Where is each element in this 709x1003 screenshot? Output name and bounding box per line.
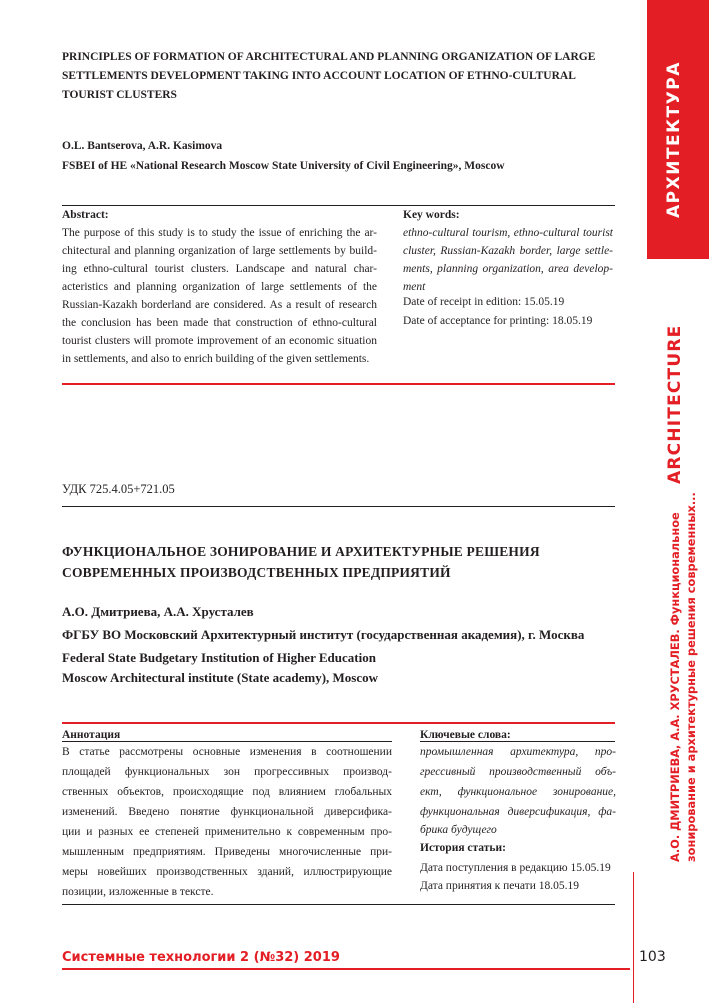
english-abstract: [62, 224, 377, 368]
english-abstract-line: ing ethno-cultural tourist clusters. Landscape and natural char-: [62, 263, 377, 275]
english-abstract-heading: Abstract:: [62, 209, 109, 221]
english-abstract-line: chitectural and planning organization of large settlements by build-: [62, 245, 377, 257]
history-heading: История статьи:: [420, 842, 506, 854]
english-keywords-line: cluster, Russian-Kazakh border, large settle-: [403, 245, 613, 257]
keywords-line-ru: брика будущего: [420, 824, 497, 836]
english-abstract-line: in settlements, and also to enrich building of the given settlements.: [62, 353, 370, 365]
page-number-divider: [633, 872, 634, 1003]
article-authors: А.О. Дмитриева, А.А. Хрусталев: [62, 604, 254, 619]
udk-rule: [62, 506, 615, 507]
annotation-bottom-rule: [62, 904, 615, 905]
keywords-heading-rule: [420, 741, 615, 742]
keywords-line-ru: функциональная диверсификация, фа-: [420, 806, 616, 818]
annotation-line: ции и разных ее степеней применительно к современным про-: [62, 826, 392, 838]
annotation-line: площадей функциональных зон прогрессивных производ-: [62, 766, 392, 778]
english-info-bottom-rule: [62, 383, 615, 385]
date-receipt-ru: Дата поступления в редакцию 15.05.19: [420, 862, 611, 874]
annotation-heading-rule: [62, 741, 392, 742]
annotation-line: меры новейших производственных зданий, иллюстрирующие: [62, 866, 392, 878]
annotation-line: позиции, изложенные в тексте.: [62, 886, 214, 898]
section-label-en: ARCHITECTURE: [665, 324, 685, 484]
english-keywords: [403, 224, 613, 296]
english-title-line: SETTLEMENTS DEVELOPMENT TAKING INTO ACCOUNT LOCATION OF ETHNO-CULTURAL: [62, 70, 576, 82]
english-abstract-line: acteristics and planning organization of large settlements of the: [62, 281, 377, 293]
footer-rule: [62, 968, 630, 970]
english-info-top-rule: [62, 205, 615, 206]
english-keywords-line: ment: [403, 281, 426, 293]
running-title-line-2: зонирование и архитектурные решения современных...: [684, 492, 698, 862]
english-date-receipt: Date of receipt in edition: 15.05.19: [403, 296, 565, 308]
annotation-line: изменений. Введено понятие функциональной диверсифика-: [62, 806, 392, 818]
keywords-line-ru: промышленная архитектура, про-: [420, 746, 616, 758]
article-title: [62, 541, 622, 583]
affiliation-en-line-2: Moscow Architectural institute (State academy), Moscow: [62, 670, 379, 685]
keywords-line-ru: ект, функциональное зонирование,: [420, 786, 616, 798]
english-abstract-line: The purpose of this study is to study the issue of enriching the ar-: [62, 227, 377, 239]
english-keywords-line: ments, planning organization, area develop-: [403, 263, 613, 275]
date-acceptance-ru: Дата принятия к печати 18.05.19: [420, 880, 579, 892]
english-affiliation: FSBEI of HE «National Research Moscow State University of Civil Engineering», Moscow: [62, 160, 505, 172]
udk-code: УДК 725.4.05+721.05: [62, 482, 175, 496]
keywords-heading-ru: Ключевые слова:: [420, 729, 511, 741]
page-number: 103: [639, 949, 666, 965]
english-authors: O.L. Bantserova, A.R. Kasimova: [62, 140, 223, 152]
journal-name: Системные технологии 2 (№32) 2019: [62, 950, 340, 965]
annotation-top-rule: [62, 722, 615, 724]
annotation-heading: Аннотация: [62, 729, 121, 741]
affiliation-ru: ФГБУ ВО Московский Архитектурный институт (государственная академия), г. Москва: [62, 627, 585, 642]
annotation-line: мышленным предприятиям. Приведены многочисленные при-: [62, 846, 392, 858]
article-title-line: СОВРЕМЕННЫХ ПРОИЗВОДСТВЕННЫХ ПРЕДПРИЯТИЙ: [62, 565, 451, 580]
keywords-line-ru: грессивный производственный объ-: [420, 766, 616, 778]
english-abstract-line: the conclusion has been made that construction of ethno-cultural: [62, 317, 377, 329]
affiliation-en-line-1: Federal State Budgetary Institution of Higher Education: [62, 650, 376, 665]
english-abstract-line: tourist clusters will promote improvement of an economic situation: [62, 335, 377, 347]
english-title-line: PRINCIPLES OF FORMATION OF ARCHITECTURAL AND PLANNING ORGANIZATION OF LARGE: [62, 51, 596, 63]
annotation-line: В статье рассмотрены основные изменения в соотношении: [62, 746, 392, 758]
english-date-acceptance: Date of acceptance for printing: 18.05.19: [403, 315, 593, 327]
running-title-line-1: А.О. ДМИТРИЕВА, А.А. ХРУСТАЛЕВ. Функциональное: [668, 512, 682, 862]
english-title: [62, 48, 602, 105]
english-keywords-heading: Key words:: [403, 209, 460, 221]
english-title-line: TOURIST CLUSTERS: [62, 89, 177, 101]
english-abstract-line: Russian-Kazakh borderland are considered. As a result of research: [62, 299, 377, 311]
english-keywords-line: ethno-cultural tourism, ethno-cultural tourist: [403, 227, 613, 239]
section-label-ru: АРХИТЕКТУРА: [664, 61, 684, 218]
annotation-line: ственных объектов, происходящие под влиянием глобальных: [62, 786, 392, 798]
article-title-line: ФУНКЦИОНАЛЬНОЕ ЗОНИРОВАНИЕ И АРХИТЕКТУРНЫЕ РЕШЕНИЯ: [62, 544, 540, 559]
